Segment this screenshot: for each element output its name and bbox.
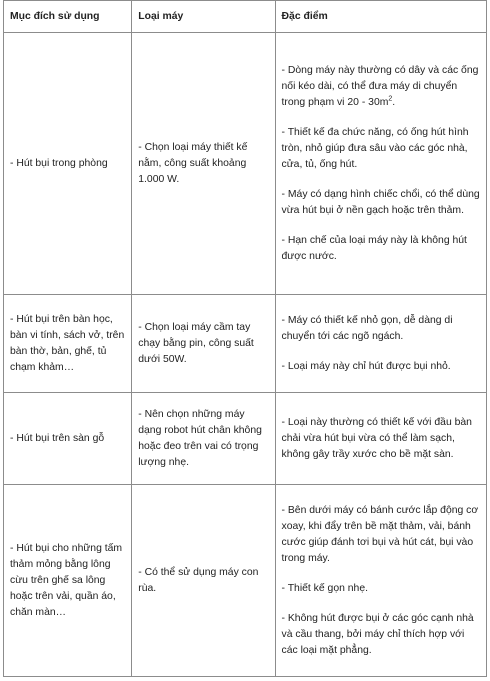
feature-text-end: .: [392, 96, 396, 108]
features-cell: [275, 295, 486, 393]
feature-item: - Thiết kế gọn nhẹ.: [281, 582, 368, 594]
feature-text: - Dòng máy này thường có dây và các ống nối kéo dài, có thể đưa máy di chuyển trong phạm vi 20 - 30m: [281, 64, 479, 108]
purpose-cell: - Hút bụi cho những tấm thảm mỏng bằng lông cừu trên ghế sa lông hoặc trên vải, quần áo, chăn màn…: [4, 485, 132, 677]
features-cell: [275, 33, 486, 295]
feature-item: - Hạn chế của loại máy này là không hút được nước.: [281, 234, 467, 262]
machine-cell: - Chọn loại máy thiết kế nằm, công suất khoảng 1.000 W.: [132, 33, 275, 295]
feature-item: - Máy có thiết kế nhỏ gọn, dễ dàng di chuyển tới các ngõ ngách.: [281, 314, 453, 342]
superscript: 2: [388, 95, 393, 103]
feature-item: - Không hút được bụi ở các góc cạnh nhà và cầu thang, bởi máy chỉ thích hợp với các loại mặt phẳng.: [281, 612, 474, 656]
feature-item: - Bên dưới máy có bánh cước lắp động cơ xoay, khi đẩy trên bề mặt thảm, vải, bánh cước giúp đánh tơi bụi và hút cát, bụi vào trong máy.: [281, 504, 479, 564]
purpose-cell: - Hút bụi trên bàn học, bàn vi tính, sách vở, trên bàn thờ, bản, ghế, tủ chạm khảm…: [4, 295, 132, 393]
header-purpose: Mục đích sử dụng: [4, 1, 132, 33]
feature-item: - Loại này thường có thiết kế với đầu bàn chải vừa hút bụi vừa có thể làm sạch, không gây trầy xước cho bề mặt sàn.: [281, 416, 472, 460]
feature-item: - Thiết kế đa chức năng, có ống hút hình tròn, nhỏ giúp đưa sâu vào các góc nhà, cửa, tủ, ống hút.: [281, 126, 469, 170]
table-row: [4, 33, 487, 295]
feature-item: - Máy có dạng hình chiếc chổi, có thể dùng vừa hút bụi ở nền gạch hoặc trên thảm.: [281, 188, 480, 216]
header-features: Đặc điểm: [275, 1, 486, 33]
table-row: [4, 393, 487, 485]
features-cell: [275, 393, 486, 485]
purpose-cell: - Hút bụi trong phòng: [4, 33, 132, 295]
machine-cell: - Nên chọn những máy dạng robot hút chân không hoặc đeo trên vai có trọng lượng nhẹ.: [132, 393, 275, 485]
feature-item: - Loại máy này chỉ hút được bụi nhỏ.: [281, 360, 451, 372]
header-machine-type: Loại máy: [132, 1, 275, 33]
purpose-cell: - Hút bụi trên sàn gỗ: [4, 393, 132, 485]
table-row: [4, 485, 487, 677]
table-header-row: [4, 1, 487, 33]
machine-cell: - Có thể sử dụng máy con rùa.: [132, 485, 275, 677]
table-row: [4, 295, 487, 393]
vacuum-comparison-table: [3, 0, 487, 677]
machine-cell: - Chọn loại máy cầm tay chạy bằng pin, công suất dưới 50W.: [132, 295, 275, 393]
features-cell: [275, 485, 486, 677]
feature-item: [282, 63, 480, 111]
